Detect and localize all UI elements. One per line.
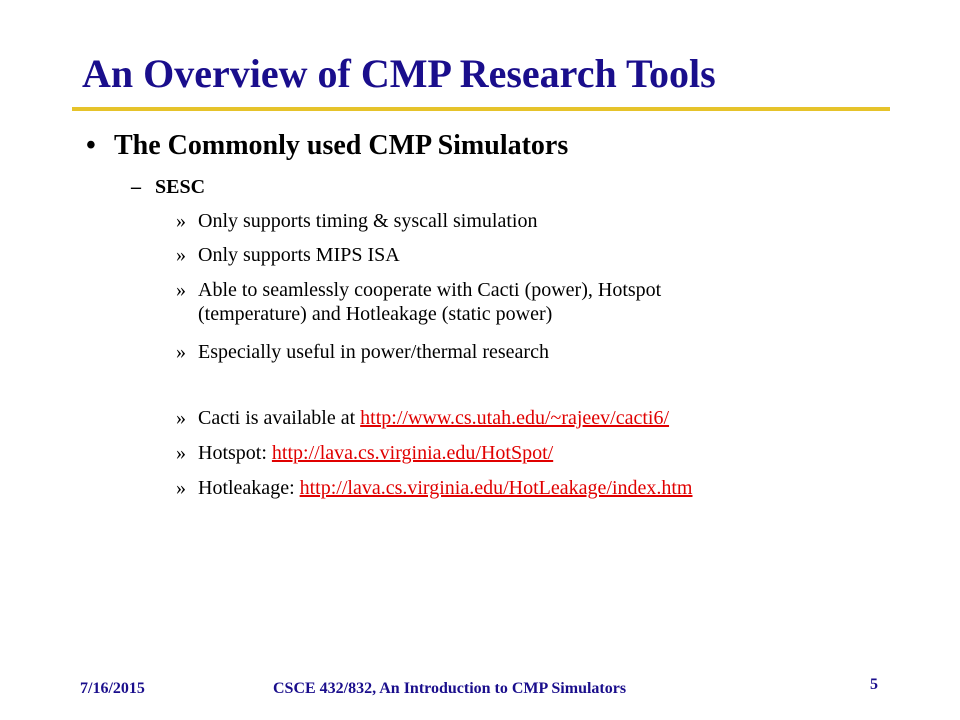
item-marker: » (176, 407, 186, 429)
item-marker: » (176, 279, 186, 301)
list-item (176, 441, 553, 465)
list-item (176, 209, 537, 233)
list-item (176, 406, 669, 430)
list-item (176, 476, 693, 500)
item-marker: » (176, 244, 186, 266)
slide-title: An Overview of CMP Research Tools (82, 51, 716, 96)
footer-course-title: CSCE 432/832, An Introduction to CMP Simulators (273, 680, 627, 697)
item-text-continued: (temperature) and Hotleakage (static power) (198, 303, 553, 325)
item-text: Only supports timing & syscall simulation (198, 210, 538, 232)
item-text: Especially useful in power/thermal research (198, 341, 549, 363)
dash-marker: – (131, 176, 141, 198)
page-number: 5 (870, 676, 878, 693)
item-text: Hotspot: (198, 442, 272, 464)
heading-text: The Commonly used CMP Simulators (114, 130, 569, 161)
list-item (176, 278, 661, 326)
item-text: Cacti is available at (198, 407, 361, 429)
title-divider (72, 107, 890, 111)
item-marker: » (176, 341, 186, 363)
hotspot-link[interactable]: http://lava.cs.virginia.edu/HotSpot/ (271, 442, 554, 464)
footer-date: 7/16/2015 (80, 680, 145, 697)
heading-bullet (86, 128, 568, 164)
hotleakage-link[interactable]: http://lava.cs.virginia.edu/HotLeakage/index.htm (299, 477, 693, 499)
list-item (176, 340, 549, 364)
item-marker: » (176, 477, 186, 499)
sub-heading-bullet (131, 174, 205, 200)
item-text: Able to seamlessly cooperate with Cacti (power), Hotspot (198, 279, 662, 301)
item-text: Hotleakage: (198, 477, 300, 499)
item-marker: » (176, 442, 186, 464)
list-item (176, 243, 400, 267)
cacti-link[interactable]: http://www.cs.utah.edu/~rajeev/cacti6/ (360, 407, 670, 429)
item-text: Only supports MIPS ISA (198, 244, 400, 266)
item-marker: » (176, 210, 186, 232)
sub-heading-text: SESC (155, 176, 206, 198)
bullet-marker: • (86, 130, 96, 161)
